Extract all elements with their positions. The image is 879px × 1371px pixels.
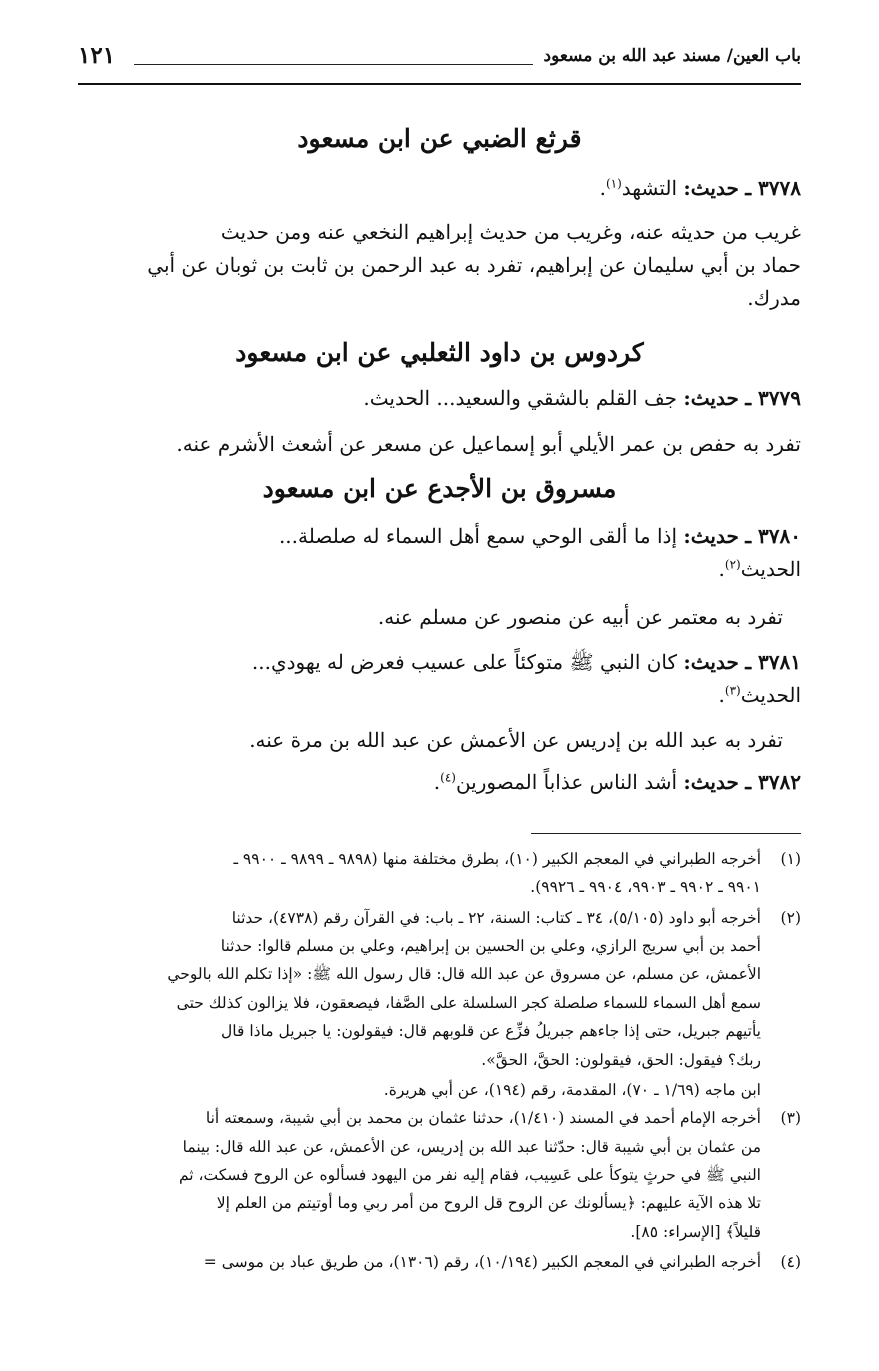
hadith-text: كان النبي ﷺ متوكئاً على عسيب فعرض له يهودي... — [251, 650, 678, 674]
hadith-number: ٣٧٨٢ ـ — [745, 770, 801, 794]
footnotes — [78, 845, 801, 1278]
footnote-label: (٢) — [780, 908, 801, 927]
hadith-text: إذا ما ألقى الوحي سمع أهل السماء له صلصلة... — [278, 524, 678, 548]
hadith-number: ٣٧٧٩ ـ — [745, 386, 801, 410]
footnote-line: قليلاً﴾ [الإسراء: ٨٥]. — [630, 1222, 761, 1241]
footnote-separator — [531, 833, 801, 834]
footnote-4 — [78, 1248, 801, 1276]
hadith-continuation: الحديث — [740, 557, 801, 581]
footnote-line: أخرجه الطبراني في المعجم الكبير (١٠)، بطرق مختلفة منها (٩٨٩٨ ـ ٩٨٩٩ ـ ٩٩٠٠ ـ — [233, 850, 761, 868]
page-number: ١٢١ — [78, 42, 116, 69]
hadith-text: أشد الناس عذاباً المصورين — [455, 770, 678, 794]
hadith-label: حديث: — [683, 770, 739, 794]
hadith-number: ٣٧٨٠ ـ — [745, 524, 801, 548]
footnote-3 — [78, 1104, 801, 1246]
footnote-line: ربك؟ فيقول: الحق، فيقولون: الحقَّ، الحقَّ». — [481, 1050, 761, 1069]
hadith-label: حديث: — [683, 176, 739, 200]
footnote-ref: (٣) — [724, 683, 741, 698]
hadith-end: . — [718, 683, 725, 707]
hadith-label: حديث: — [683, 524, 739, 548]
footnote-label: (١) — [780, 850, 801, 868]
footnote-line: أخرجه أبو داود (٥/١٠٥)، ٣٤ ـ كتاب: السنة، ٢٢ ـ باب: في القرآن رقم (٤٧٣٨)، حدثنا — [231, 908, 761, 927]
footnote-line: ابن ماجه (١/٦٩ ـ ٧٠)، المقدمة، رقم (١٩٤)، عن أبي هريرة. — [383, 1080, 761, 1099]
hadith-end: . — [599, 176, 606, 200]
footnote-line: أخرجه الإمام أحمد في المسند (١/٤١٠)، حدثنا عثمان بن محمد بن أبي شيبة، وسمعته أنا — [205, 1109, 761, 1128]
commentary-paragraph — [78, 216, 801, 315]
chapter-title: باب العين/ مسند عبد الله بن مسعود — [543, 46, 801, 66]
footnote-label: (٣) — [780, 1109, 801, 1128]
footnote-ref: (٤) — [440, 770, 456, 785]
paragraph-line: حماد بن أبي سليمان عن إبراهيم، تفرد به عبد الرحمن بن ثابت بن ثوبان عن أبي — [147, 253, 801, 277]
hadith-text: التشهد — [621, 176, 678, 200]
footnote-1 — [78, 845, 801, 902]
hadith-3778 — [78, 172, 801, 205]
footnote-line: أخرجه الطبراني في المعجم الكبير (١٠/١٩٤)، رقم (١٣٠٦)، من طريق عباد بن موسى = — [203, 1253, 761, 1272]
hadith-label: حديث: — [683, 650, 739, 674]
hadith-end: . — [433, 770, 441, 794]
footnote-2 — [78, 904, 801, 1074]
footnote-line: ٩٩٠١ ـ ٩٩٠٢ ـ ٩٩٠٣، ٩٩٠٤ ـ ٩٩٢٦). — [530, 878, 761, 897]
hadith-3781 — [78, 646, 801, 712]
hadith-continuation: الحديث — [740, 683, 801, 707]
header-leader-line — [134, 64, 533, 65]
transmission-note: تفرد به حفص بن عمر الأيلي أبو إسماعيل عن مسعر عن أشعث الأشرم عنه. — [176, 432, 801, 456]
footnote-line: سمع أهل السماء للسماء صلصلة كجر السلسلة على الصَّفا، فيصعقون، فلا يزالون كذلك حتى — [176, 993, 761, 1012]
paragraph-line: غريب من حديثه عنه، وغريب من حديث إبراهيم النخعي عنه ومن حديث — [220, 220, 801, 244]
transmission-note: تفرد به عبد الله بن إدريس عن الأعمش عن عبد الله بن مرة عنه. — [249, 728, 783, 752]
footnote-ref: (٢) — [724, 557, 741, 572]
footnote-line: يأتيهم جبريل، حتى إذا جاءهم جبريلُ فزِّع عن قلوبهم قال: فيقولون: يا جبريل ماذا قال — [221, 1022, 761, 1041]
hadith-3779 — [78, 382, 801, 415]
section-heading-masruq: مسروق بن الأجدع عن ابن مسعود — [262, 474, 617, 503]
hadith-label: حديث: — [683, 386, 739, 410]
hadith-3782 — [78, 766, 801, 799]
footnote-line: الأعمش، عن مسلم، عن مسروق عن عبد الله قال: قال رسول الله ﷺ: «إذا تكلم الله بالوحي — [167, 965, 761, 984]
footnote-line: النبي ﷺ في حرثٍ يتوكأ على عَسِيب، فقام إليه نفر من اليهود فسألوه عن الروح فسكت، ثم — [178, 1165, 761, 1184]
section-heading-kardus: كردوس بن داود الثعلبي عن ابن مسعود — [235, 338, 644, 367]
running-header — [78, 42, 801, 82]
paragraph-line: مدرك. — [747, 286, 801, 310]
footnote-ref: (١) — [605, 176, 622, 191]
transmission-note: تفرد به معتمر عن أبيه عن منصور عن مسلم عنه. — [377, 605, 783, 629]
hadith-number: ٣٧٧٨ ـ — [745, 176, 801, 200]
hadith-end: . — [718, 557, 725, 581]
footnote-line: تلا هذه الآية عليهم: ﴿يسألونك عن الروح قل الروح من أمر ربي وما أوتيتم من العلم إلا — [216, 1194, 761, 1213]
footnote-line: من عثمان بن أبي شيبة قال: حدّثنا عبد الله بن إدريس، عن الأعمش، عن عبد الله قال: بينما — [182, 1137, 761, 1156]
footnote-line: أحمد بن أبي سريج الرازي، وعلي بن الحسين بن إبراهيم، وعلي بن مسلم قالوا: حدثنا — [220, 937, 761, 956]
hadith-number: ٣٧٨١ ـ — [745, 650, 801, 674]
footnote-label: (٤) — [780, 1253, 801, 1272]
hadith-text: جف القلم بالشقي والسعيد... الحديث. — [363, 386, 678, 410]
header-rule — [78, 83, 801, 85]
hadith-3780 — [78, 520, 801, 586]
section-heading-qirtha: قرثع الضبي عن ابن مسعود — [297, 124, 582, 153]
